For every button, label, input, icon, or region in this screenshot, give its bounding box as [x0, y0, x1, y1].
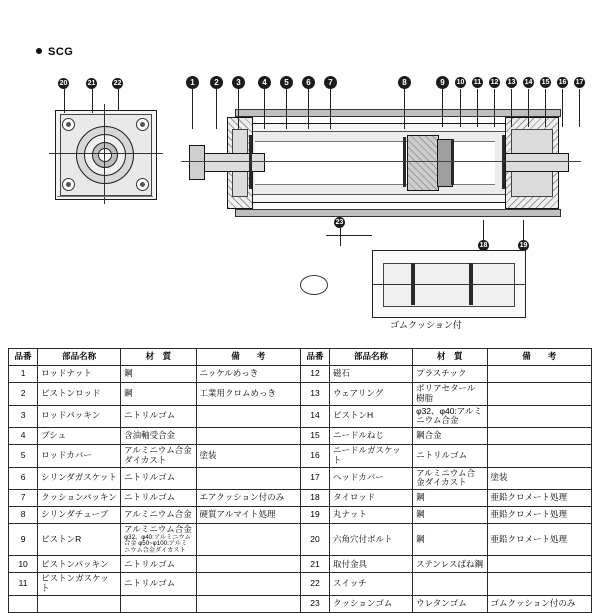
rod-center-circle: [98, 148, 112, 162]
cell-material: 鋼: [121, 383, 196, 406]
callout-13: 13: [507, 79, 516, 86]
cell-name: ロッドナット: [38, 366, 121, 383]
table-row: [9, 383, 592, 406]
th-remark-right: 備 考: [487, 349, 591, 366]
callout-15: 15: [541, 79, 550, 86]
tie-rod-top: [235, 109, 561, 117]
cylinder-gasket: [249, 135, 252, 189]
piston-gasket: [451, 139, 454, 185]
leader-line: [545, 89, 546, 127]
leader-line: [404, 89, 405, 129]
th-remark-left: 備 考: [196, 349, 300, 366]
table-row: [9, 507, 592, 524]
cell-material-empty: [121, 595, 196, 612]
cell-no: 18: [300, 490, 329, 507]
detail-view-section: [383, 263, 515, 307]
center-line-horizontal: [49, 153, 163, 154]
cell-remark: 亜鉛クロメート処理: [487, 524, 591, 556]
leader-line: [238, 89, 239, 129]
cell-name: ピストンH: [330, 405, 413, 428]
detail-caption: ゴムクッション付: [390, 320, 462, 330]
cell-remark: 亜鉛クロメート処理: [487, 507, 591, 524]
cell-material: 鋼合金: [413, 428, 487, 445]
cell-no: 13: [300, 383, 329, 406]
callout-14: 14: [524, 79, 533, 86]
cell-no: 2: [9, 383, 38, 406]
cell-name: 丸ナット: [330, 507, 413, 524]
leader-line: [494, 89, 495, 127]
cell-material: ニトリルゴム: [413, 445, 487, 468]
cell-remark: [487, 445, 591, 468]
callout-3: 3: [232, 76, 245, 89]
callout-19: 19: [519, 242, 528, 249]
cell-material: ニトリルゴム: [121, 573, 196, 596]
cell-remark: [196, 428, 300, 445]
cell-remark: 塗装: [196, 445, 300, 468]
detail-view: [372, 250, 526, 318]
cell-no: 5: [9, 445, 38, 468]
cell-material: ニトリルゴム: [121, 556, 196, 573]
cell-material: [121, 524, 196, 556]
cell-remark-empty: [196, 595, 300, 612]
cell-remark: [487, 383, 591, 406]
center-line: [373, 284, 525, 285]
bolt-hole: [136, 118, 149, 131]
center-line-vertical: [104, 104, 105, 204]
cell-no: 22: [300, 573, 329, 596]
leader-line: [442, 89, 443, 127]
cell-name: タイロッド: [330, 490, 413, 507]
rod-nut: [189, 145, 205, 180]
rod-end-view: [55, 110, 165, 205]
cell-remark: [196, 573, 300, 596]
cell-name: ピストンロッド: [38, 383, 121, 406]
table-row: [9, 467, 592, 490]
cell-no: 10: [9, 556, 38, 573]
parts-table: [8, 348, 592, 613]
bolt-hole: [136, 178, 149, 191]
cell-no: 1: [9, 366, 38, 383]
cell-no: 19: [300, 507, 329, 524]
callout-5: 5: [280, 76, 293, 89]
leader-line: [340, 228, 341, 246]
cell-no: 7: [9, 490, 38, 507]
leader-line: [286, 89, 287, 129]
leader-line: [528, 89, 529, 127]
cell-remark: [487, 366, 591, 383]
cell-no: 15: [300, 428, 329, 445]
cell-name: ブシュ: [38, 428, 121, 445]
cell-name: ロッドパッキン: [38, 405, 121, 428]
cell-material: 鋼: [413, 524, 487, 556]
callout-11: 11: [473, 79, 482, 86]
cell-name: ヘッドカバー: [330, 467, 413, 490]
leader-line: [477, 89, 478, 127]
leader-line: [64, 89, 65, 113]
cell-remark: [487, 428, 591, 445]
bolt-hole: [62, 118, 75, 131]
leader-line: [308, 89, 309, 129]
cell-name: ウェアリング: [330, 383, 413, 406]
leader-line: [92, 89, 93, 113]
cell-remark: エアクッション付のみ: [196, 490, 300, 507]
cell-name: クッションゴム: [330, 595, 413, 612]
piston-r: [407, 135, 439, 191]
callout-17: 17: [575, 79, 584, 86]
cell-name: シリンダチューブ: [38, 507, 121, 524]
th-material-left: 材 質: [121, 349, 196, 366]
bolt-hole: [62, 178, 75, 191]
leader-line: [264, 89, 265, 129]
cell-material: 含油軸受合金: [121, 428, 196, 445]
series-title: SCG: [36, 46, 73, 58]
cell-name: 磁石: [330, 366, 413, 383]
leader-line: [483, 220, 484, 240]
callout-6: 6: [302, 76, 315, 89]
callout-2: 2: [210, 76, 223, 89]
cell-no: 12: [300, 366, 329, 383]
table-row: [9, 595, 592, 612]
callout-20: 20: [59, 80, 68, 87]
cell-material-line1: アルミニウム合金: [124, 524, 192, 535]
table-row: [9, 490, 592, 507]
leader-line: [562, 89, 563, 127]
table-row: [9, 556, 592, 573]
cell-remark: [487, 556, 591, 573]
cell-material: [413, 573, 487, 596]
cell-name: ピストンR: [38, 524, 121, 556]
callout-21: 21: [87, 80, 96, 87]
callout-22: 22: [113, 80, 122, 87]
cell-material: アルミニウム合金ダイカスト: [413, 467, 487, 490]
table-row: [9, 405, 592, 428]
leader-line: [326, 235, 372, 236]
cell-name: 取付金具: [330, 556, 413, 573]
table-row: [9, 366, 592, 383]
detail-marker: [300, 275, 328, 295]
leader-line: [192, 89, 193, 129]
cell-name-empty: [38, 595, 121, 612]
cell-remark: 硬質アルマイト処理: [196, 507, 300, 524]
cell-remark: [196, 556, 300, 573]
th-material-right: 材 質: [413, 349, 487, 366]
leader-line: [460, 89, 461, 127]
cell-no: 4: [9, 428, 38, 445]
cell-name: ロッドカバー: [38, 445, 121, 468]
cell-material: ニトリルゴム: [121, 490, 196, 507]
base-line: [57, 196, 153, 197]
callout-10: 10: [456, 79, 465, 86]
sectional-view: [175, 95, 585, 230]
callout-18: 18: [479, 242, 488, 249]
cell-no: 23: [300, 595, 329, 612]
cell-remark: [196, 467, 300, 490]
cell-material: ウレタンゴム: [413, 595, 487, 612]
cell-remark: [196, 405, 300, 428]
cell-material: 鋼: [413, 507, 487, 524]
piston-packing: [403, 137, 406, 187]
cell-remark: 工業用クロムめっき: [196, 383, 300, 406]
cell-remark: ゴムクッション付のみ: [487, 595, 591, 612]
cell-name: クッションパッキン: [38, 490, 121, 507]
cell-material: 鋼: [413, 490, 487, 507]
cell-remark: [196, 524, 300, 556]
cell-remark: 塗装: [487, 467, 591, 490]
cell-name: スイッチ: [330, 573, 413, 596]
cell-remark: 亜鉛クロメート処理: [487, 490, 591, 507]
cell-material: ステンレスばね鋼: [413, 556, 487, 573]
th-name-left: 部品名称: [38, 349, 121, 366]
cell-name: シリンダガスケット: [38, 467, 121, 490]
th-name-right: 部品名称: [330, 349, 413, 366]
leader-line: [216, 89, 217, 129]
cell-material: アルミニウム合金: [121, 507, 196, 524]
cell-material: ニトリルゴム: [121, 467, 196, 490]
cell-no: 3: [9, 405, 38, 428]
callout-8: 8: [398, 76, 411, 89]
callout-23: 23: [335, 219, 344, 226]
cell-no-empty: [9, 595, 38, 612]
cell-no: 21: [300, 556, 329, 573]
cell-no: 9: [9, 524, 38, 556]
cell-name: 六角穴付ボルト: [330, 524, 413, 556]
leader-line: [579, 89, 580, 127]
cell-no: 17: [300, 467, 329, 490]
cell-remark: [487, 405, 591, 428]
bullet-icon: [36, 48, 42, 54]
tie-rod-bottom: [235, 209, 561, 217]
rod-extension: [505, 153, 569, 172]
cell-material-line2: φ32、φ40:アルミニウム合金 φ50~φ100:アルミニウム合金ダイカスト: [124, 533, 191, 554]
leader-line: [118, 89, 119, 111]
th-no-left: 品番: [9, 349, 38, 366]
table-row: [9, 573, 592, 596]
cell-material: ニトリルゴム: [121, 405, 196, 428]
cell-name: ピストンパッキン: [38, 556, 121, 573]
leader-line: [511, 89, 512, 127]
table-header-row: [9, 349, 592, 366]
cell-no: 6: [9, 467, 38, 490]
cell-material: ポリアセタール樹脂: [413, 383, 487, 406]
cell-material: 鋼: [121, 366, 196, 383]
cell-no: 14: [300, 405, 329, 428]
cell-no: 11: [9, 573, 38, 596]
callout-16: 16: [558, 79, 567, 86]
callout-7: 7: [324, 76, 337, 89]
leader-line: [330, 89, 331, 129]
cell-material: プラスチック: [413, 366, 487, 383]
cell-no: 20: [300, 524, 329, 556]
cylinder-gasket: [502, 135, 505, 189]
cell-no: 16: [300, 445, 329, 468]
cell-name: ニードルガスケット: [330, 445, 413, 468]
cell-no: 8: [9, 507, 38, 524]
th-no-right: 品番: [300, 349, 329, 366]
callout-9: 9: [436, 76, 449, 89]
table-row: [9, 428, 592, 445]
cell-remark: [487, 573, 591, 596]
callout-12: 12: [490, 79, 499, 86]
table-row: [9, 524, 592, 556]
leader-line: [523, 220, 524, 240]
cell-name: ピストンガスケット: [38, 573, 121, 596]
callout-4: 4: [258, 76, 271, 89]
center-line: [181, 161, 581, 162]
cell-material: アルミニウム合金ダイカスト: [121, 445, 196, 468]
cell-name: ニードルねじ: [330, 428, 413, 445]
cell-material: φ32、φ40:アルミニウム合金: [413, 405, 487, 428]
cell-remark: ニッケルめっき: [196, 366, 300, 383]
cylinder-bore: [255, 141, 495, 185]
table-row: [9, 445, 592, 468]
callout-1: 1: [186, 76, 199, 89]
